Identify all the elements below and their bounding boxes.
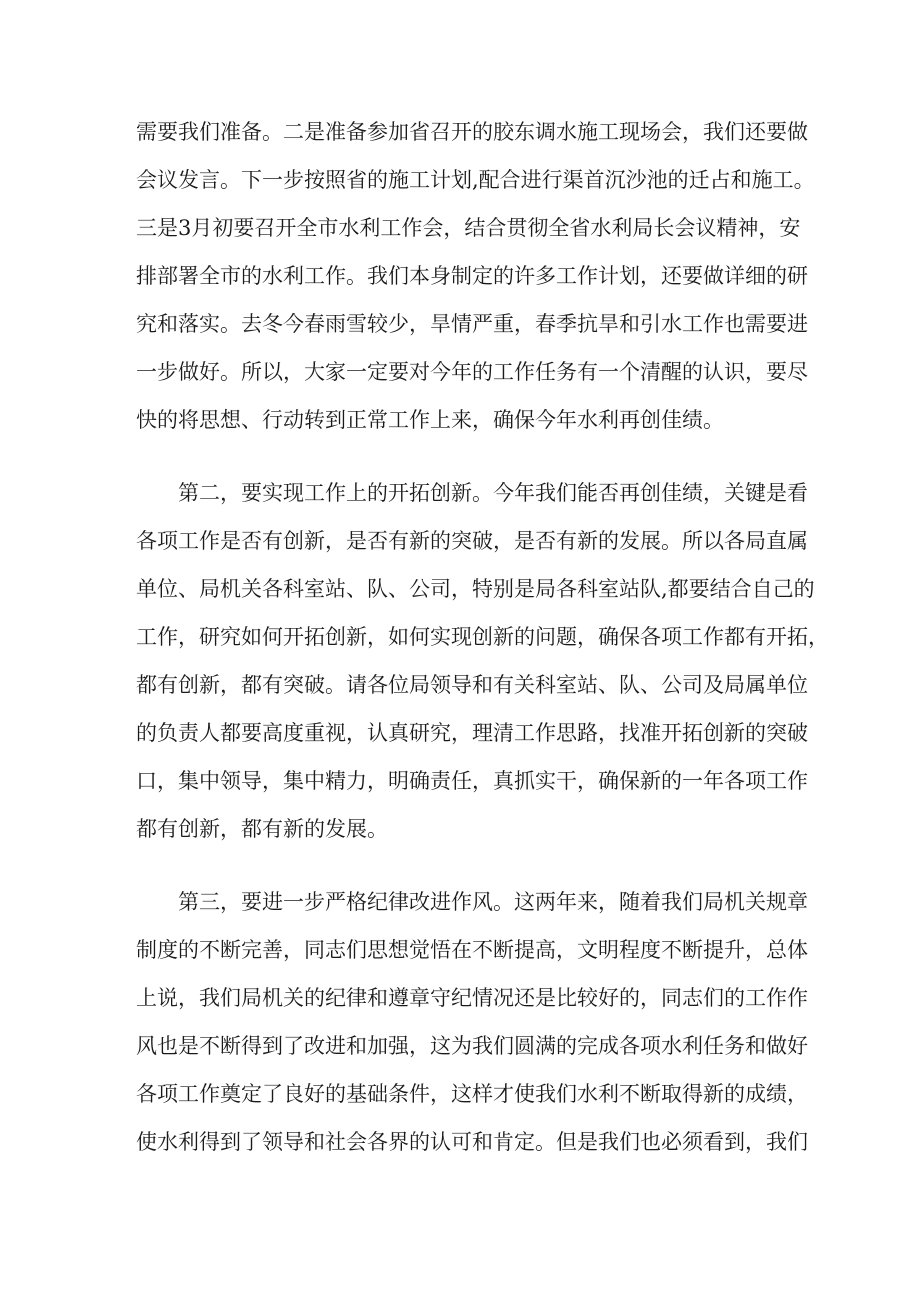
text-line: 需要我们准备。二是准备参加省召开的胶东调水施工现场会，我们还要做	[136, 120, 808, 144]
text-line: 都有创新，都有新的发展。	[136, 817, 388, 841]
text-line: 的负责人都要高度重视，认真研究，理清工作思路，找准开拓创新的突破	[136, 721, 808, 745]
text-line: 使水利得到了领导和社会各界的认可和肯定。但是我们也必须看到，我们	[136, 1130, 808, 1154]
text-line: 会议发言。下一步按照省的施工计划,配合进行渠首沉沙池的迁占和施工。	[136, 168, 815, 192]
text-line: 各项工作是否有创新，是否有新的突破，是否有新的发展。所以各局直属	[136, 529, 808, 553]
text-line: 单位、局机关各科室站、队、公司，特别是局各科室站队,都要结合自己的	[136, 577, 815, 601]
text-line: 各项工作奠定了良好的基础条件，这样才使我们水利不断取得新的成绩，	[136, 1082, 808, 1106]
text-line: 一步做好。所以，大家一定要对今年的工作任务有一个清醒的认识，要尽	[136, 360, 808, 384]
text-line: 都有创新，都有突破。请各位局领导和有关科室站、队、公司及局属单位	[136, 673, 808, 697]
text-line: 第三，要进一步严格纪律改进作风。这两年来，随着我们局机关规章	[178, 890, 808, 914]
text-line: 口，集中领导，集中精力，明确责任，真抓实干，确保新的一年各项工作	[136, 769, 808, 793]
text-line: 究和落实。去冬今春雨雪较少，旱情严重，春季抗旱和引水工作也需要进	[136, 312, 808, 336]
text-line: 上说，我们局机关的纪律和遵章守纪情况还是比较好的，同志们的工作作	[136, 986, 808, 1010]
text-line: 快的将思想、行动转到正常工作上来，确保今年水利再创佳绩。	[136, 408, 724, 432]
text-line: 第二，要实现工作上的开拓创新。今年我们能否再创佳绩，关键是看	[178, 481, 808, 505]
text-line: 制度的不断完善，同志们思想觉悟在不断提高，文明程度不断提升，总体	[136, 938, 808, 962]
text-line: 三是3月初要召开全市水利工作会，结合贯彻全省水利局长会议精神，安	[136, 216, 801, 240]
text-line: 风也是不断得到了改进和加强，这为我们圆满的完成各项水利任务和做好	[136, 1034, 808, 1058]
text-line: 工作，研究如何开拓创新，如何实现创新的问题，确保各项工作都有开拓，	[136, 625, 829, 649]
text-line: 排部署全市的水利工作。我们本身制定的许多工作计划，还要做详细的研	[136, 264, 808, 288]
